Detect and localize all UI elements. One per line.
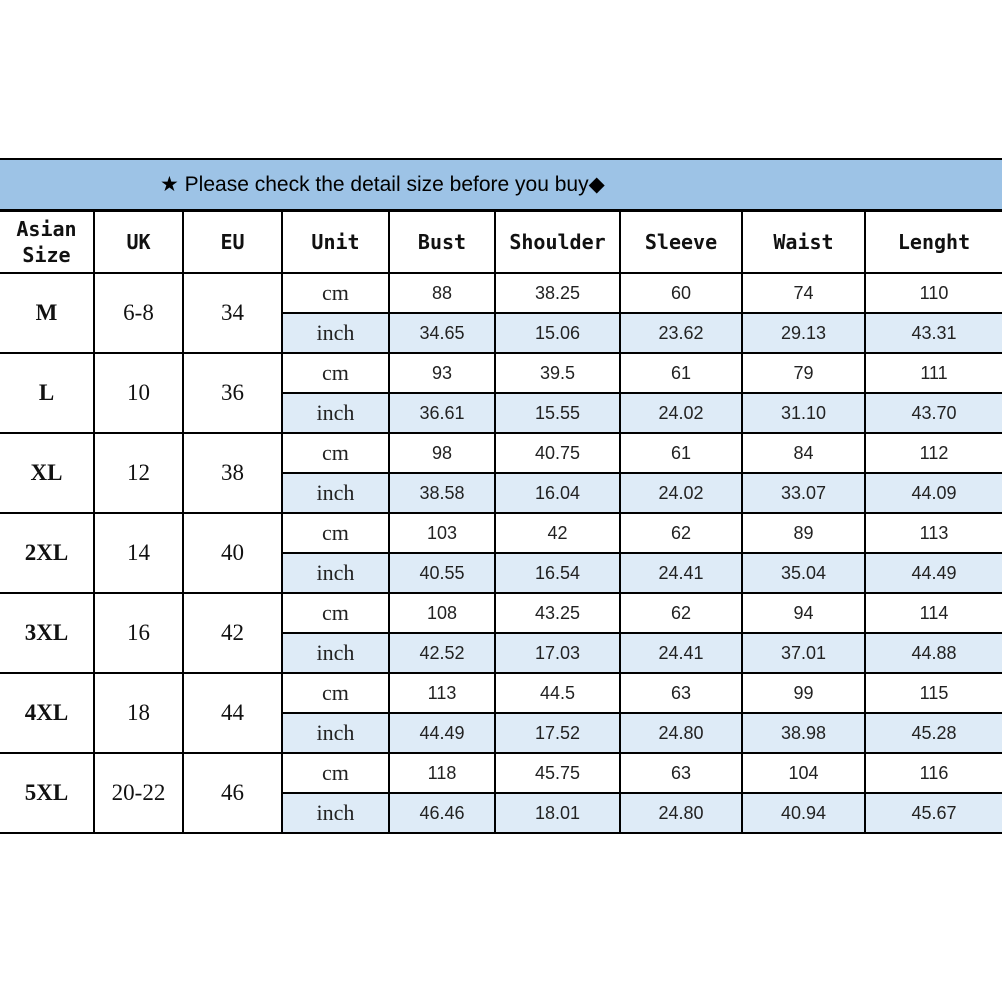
header-sleeve: Sleeve — [620, 211, 742, 273]
measurement-cell-inch: 24.41 — [620, 633, 742, 673]
measurement-cell-inch: 40.55 — [389, 553, 495, 593]
measurement-cell-inch: 17.52 — [495, 713, 620, 753]
measurement-cell-cm: 112 — [865, 433, 1002, 473]
measurement-cell-inch: 36.61 — [389, 393, 495, 433]
measurement-cell-cm: 103 — [389, 513, 495, 553]
measurement-cell-cm: 89 — [742, 513, 865, 553]
measurement-cell-inch: 24.41 — [620, 553, 742, 593]
eu-size-cell: 46 — [183, 753, 282, 833]
measurement-cell-inch: 43.31 — [865, 313, 1002, 353]
unit-cell-inch: inch — [282, 553, 389, 593]
size-chart-banner: ★ Please check the detail size before you buy◆ — [0, 158, 1002, 210]
measurement-cell-inch: 46.46 — [389, 793, 495, 833]
measurement-cell-cm: 114 — [865, 593, 1002, 633]
measurement-cell-cm: 79 — [742, 353, 865, 393]
measurement-cell-cm: 84 — [742, 433, 865, 473]
measurement-cell-inch: 34.65 — [389, 313, 495, 353]
measurement-cell-cm: 113 — [389, 673, 495, 713]
measurement-cell-inch: 42.52 — [389, 633, 495, 673]
measurement-cell-inch: 45.28 — [865, 713, 1002, 753]
measurement-cell-inch: 44.09 — [865, 473, 1002, 513]
measurement-cell-inch: 24.80 — [620, 793, 742, 833]
uk-size-cell: 6-8 — [94, 273, 183, 353]
measurement-cell-cm: 62 — [620, 593, 742, 633]
measurement-cell-cm: 94 — [742, 593, 865, 633]
header-unit: Unit — [282, 211, 389, 273]
measurement-cell-inch: 44.49 — [389, 713, 495, 753]
measurement-cell-inch: 43.70 — [865, 393, 1002, 433]
unit-cell-cm: cm — [282, 353, 389, 393]
uk-size-cell: 16 — [94, 593, 183, 673]
eu-size-cell: 38 — [183, 433, 282, 513]
measurement-cell-cm: 43.25 — [495, 593, 620, 633]
measurement-cell-inch: 38.58 — [389, 473, 495, 513]
measurement-cell-cm: 110 — [865, 273, 1002, 313]
measurement-cell-cm: 99 — [742, 673, 865, 713]
header-uk: UK — [94, 211, 183, 273]
measurement-cell-inch: 31.10 — [742, 393, 865, 433]
uk-size-cell: 20-22 — [94, 753, 183, 833]
measurement-cell-cm: 104 — [742, 753, 865, 793]
asian-size-cell: L — [0, 353, 94, 433]
measurement-cell-cm: 40.75 — [495, 433, 620, 473]
unit-cell-cm: cm — [282, 593, 389, 633]
unit-cell-inch: inch — [282, 793, 389, 833]
measurement-cell-cm: 108 — [389, 593, 495, 633]
unit-cell-cm: cm — [282, 273, 389, 313]
measurement-cell-inch: 38.98 — [742, 713, 865, 753]
header-waist: Waist — [742, 211, 865, 273]
measurement-cell-cm: 98 — [389, 433, 495, 473]
unit-cell-cm: cm — [282, 673, 389, 713]
uk-size-cell: 14 — [94, 513, 183, 593]
eu-size-cell: 42 — [183, 593, 282, 673]
measurement-cell-cm: 63 — [620, 753, 742, 793]
measurement-cell-inch: 24.80 — [620, 713, 742, 753]
table-row-cm — [0, 273, 1002, 313]
measurement-cell-cm: 61 — [620, 353, 742, 393]
asian-size-cell: XL — [0, 433, 94, 513]
measurement-cell-cm: 88 — [389, 273, 495, 313]
measurement-cell-cm: 38.25 — [495, 273, 620, 313]
asian-size-cell: 5XL — [0, 753, 94, 833]
asian-size-cell: 2XL — [0, 513, 94, 593]
measurement-cell-inch: 17.03 — [495, 633, 620, 673]
measurement-cell-inch: 24.02 — [620, 473, 742, 513]
measurement-cell-inch: 15.55 — [495, 393, 620, 433]
unit-cell-inch: inch — [282, 393, 389, 433]
asian-size-cell: M — [0, 273, 94, 353]
table-row-cm — [0, 433, 1002, 473]
measurement-cell-inch: 45.67 — [865, 793, 1002, 833]
unit-cell-inch: inch — [282, 713, 389, 753]
measurement-cell-cm: 74 — [742, 273, 865, 313]
size-chart — [0, 158, 1002, 834]
measurement-cell-cm: 111 — [865, 353, 1002, 393]
measurement-cell-inch: 15.06 — [495, 313, 620, 353]
asian-size-cell: 3XL — [0, 593, 94, 673]
size-table-body — [0, 273, 1002, 833]
measurement-cell-cm: 61 — [620, 433, 742, 473]
uk-size-cell: 10 — [94, 353, 183, 433]
measurement-cell-inch: 33.07 — [742, 473, 865, 513]
measurement-cell-inch: 24.02 — [620, 393, 742, 433]
uk-size-cell: 18 — [94, 673, 183, 753]
measurement-cell-inch: 37.01 — [742, 633, 865, 673]
measurement-cell-cm: 113 — [865, 513, 1002, 553]
table-row-cm — [0, 753, 1002, 793]
unit-cell-cm: cm — [282, 753, 389, 793]
uk-size-cell: 12 — [94, 433, 183, 513]
measurement-cell-cm: 118 — [389, 753, 495, 793]
unit-cell-inch: inch — [282, 313, 389, 353]
measurement-cell-inch: 44.49 — [865, 553, 1002, 593]
eu-size-cell: 36 — [183, 353, 282, 433]
table-row-cm — [0, 353, 1002, 393]
measurement-cell-cm: 115 — [865, 673, 1002, 713]
eu-size-cell: 44 — [183, 673, 282, 753]
measurement-cell-cm: 42 — [495, 513, 620, 553]
header-asian-size: Asian Size — [0, 211, 94, 273]
measurement-cell-cm: 60 — [620, 273, 742, 313]
measurement-cell-cm: 62 — [620, 513, 742, 553]
eu-size-cell: 34 — [183, 273, 282, 353]
measurement-cell-inch: 18.01 — [495, 793, 620, 833]
measurement-cell-cm: 93 — [389, 353, 495, 393]
measurement-cell-cm: 63 — [620, 673, 742, 713]
measurement-cell-inch: 16.54 — [495, 553, 620, 593]
measurement-cell-cm: 39.5 — [495, 353, 620, 393]
measurement-cell-inch: 44.88 — [865, 633, 1002, 673]
measurement-cell-cm: 44.5 — [495, 673, 620, 713]
measurement-cell-inch: 23.62 — [620, 313, 742, 353]
measurement-cell-inch: 29.13 — [742, 313, 865, 353]
unit-cell-cm: cm — [282, 433, 389, 473]
unit-cell-cm: cm — [282, 513, 389, 553]
size-table — [0, 210, 1002, 834]
header-bust: Bust — [389, 211, 495, 273]
measurement-cell-cm: 116 — [865, 753, 1002, 793]
header-shoulder: Shoulder — [495, 211, 620, 273]
table-row-cm — [0, 593, 1002, 633]
unit-cell-inch: inch — [282, 473, 389, 513]
header-length: Lenght — [865, 211, 1002, 273]
header-row — [0, 211, 1002, 273]
header-eu: EU — [183, 211, 282, 273]
measurement-cell-inch: 40.94 — [742, 793, 865, 833]
unit-cell-inch: inch — [282, 633, 389, 673]
measurement-cell-cm: 45.75 — [495, 753, 620, 793]
table-row-cm — [0, 673, 1002, 713]
measurement-cell-inch: 16.04 — [495, 473, 620, 513]
table-row-cm — [0, 513, 1002, 553]
measurement-cell-inch: 35.04 — [742, 553, 865, 593]
eu-size-cell: 40 — [183, 513, 282, 593]
asian-size-cell: 4XL — [0, 673, 94, 753]
